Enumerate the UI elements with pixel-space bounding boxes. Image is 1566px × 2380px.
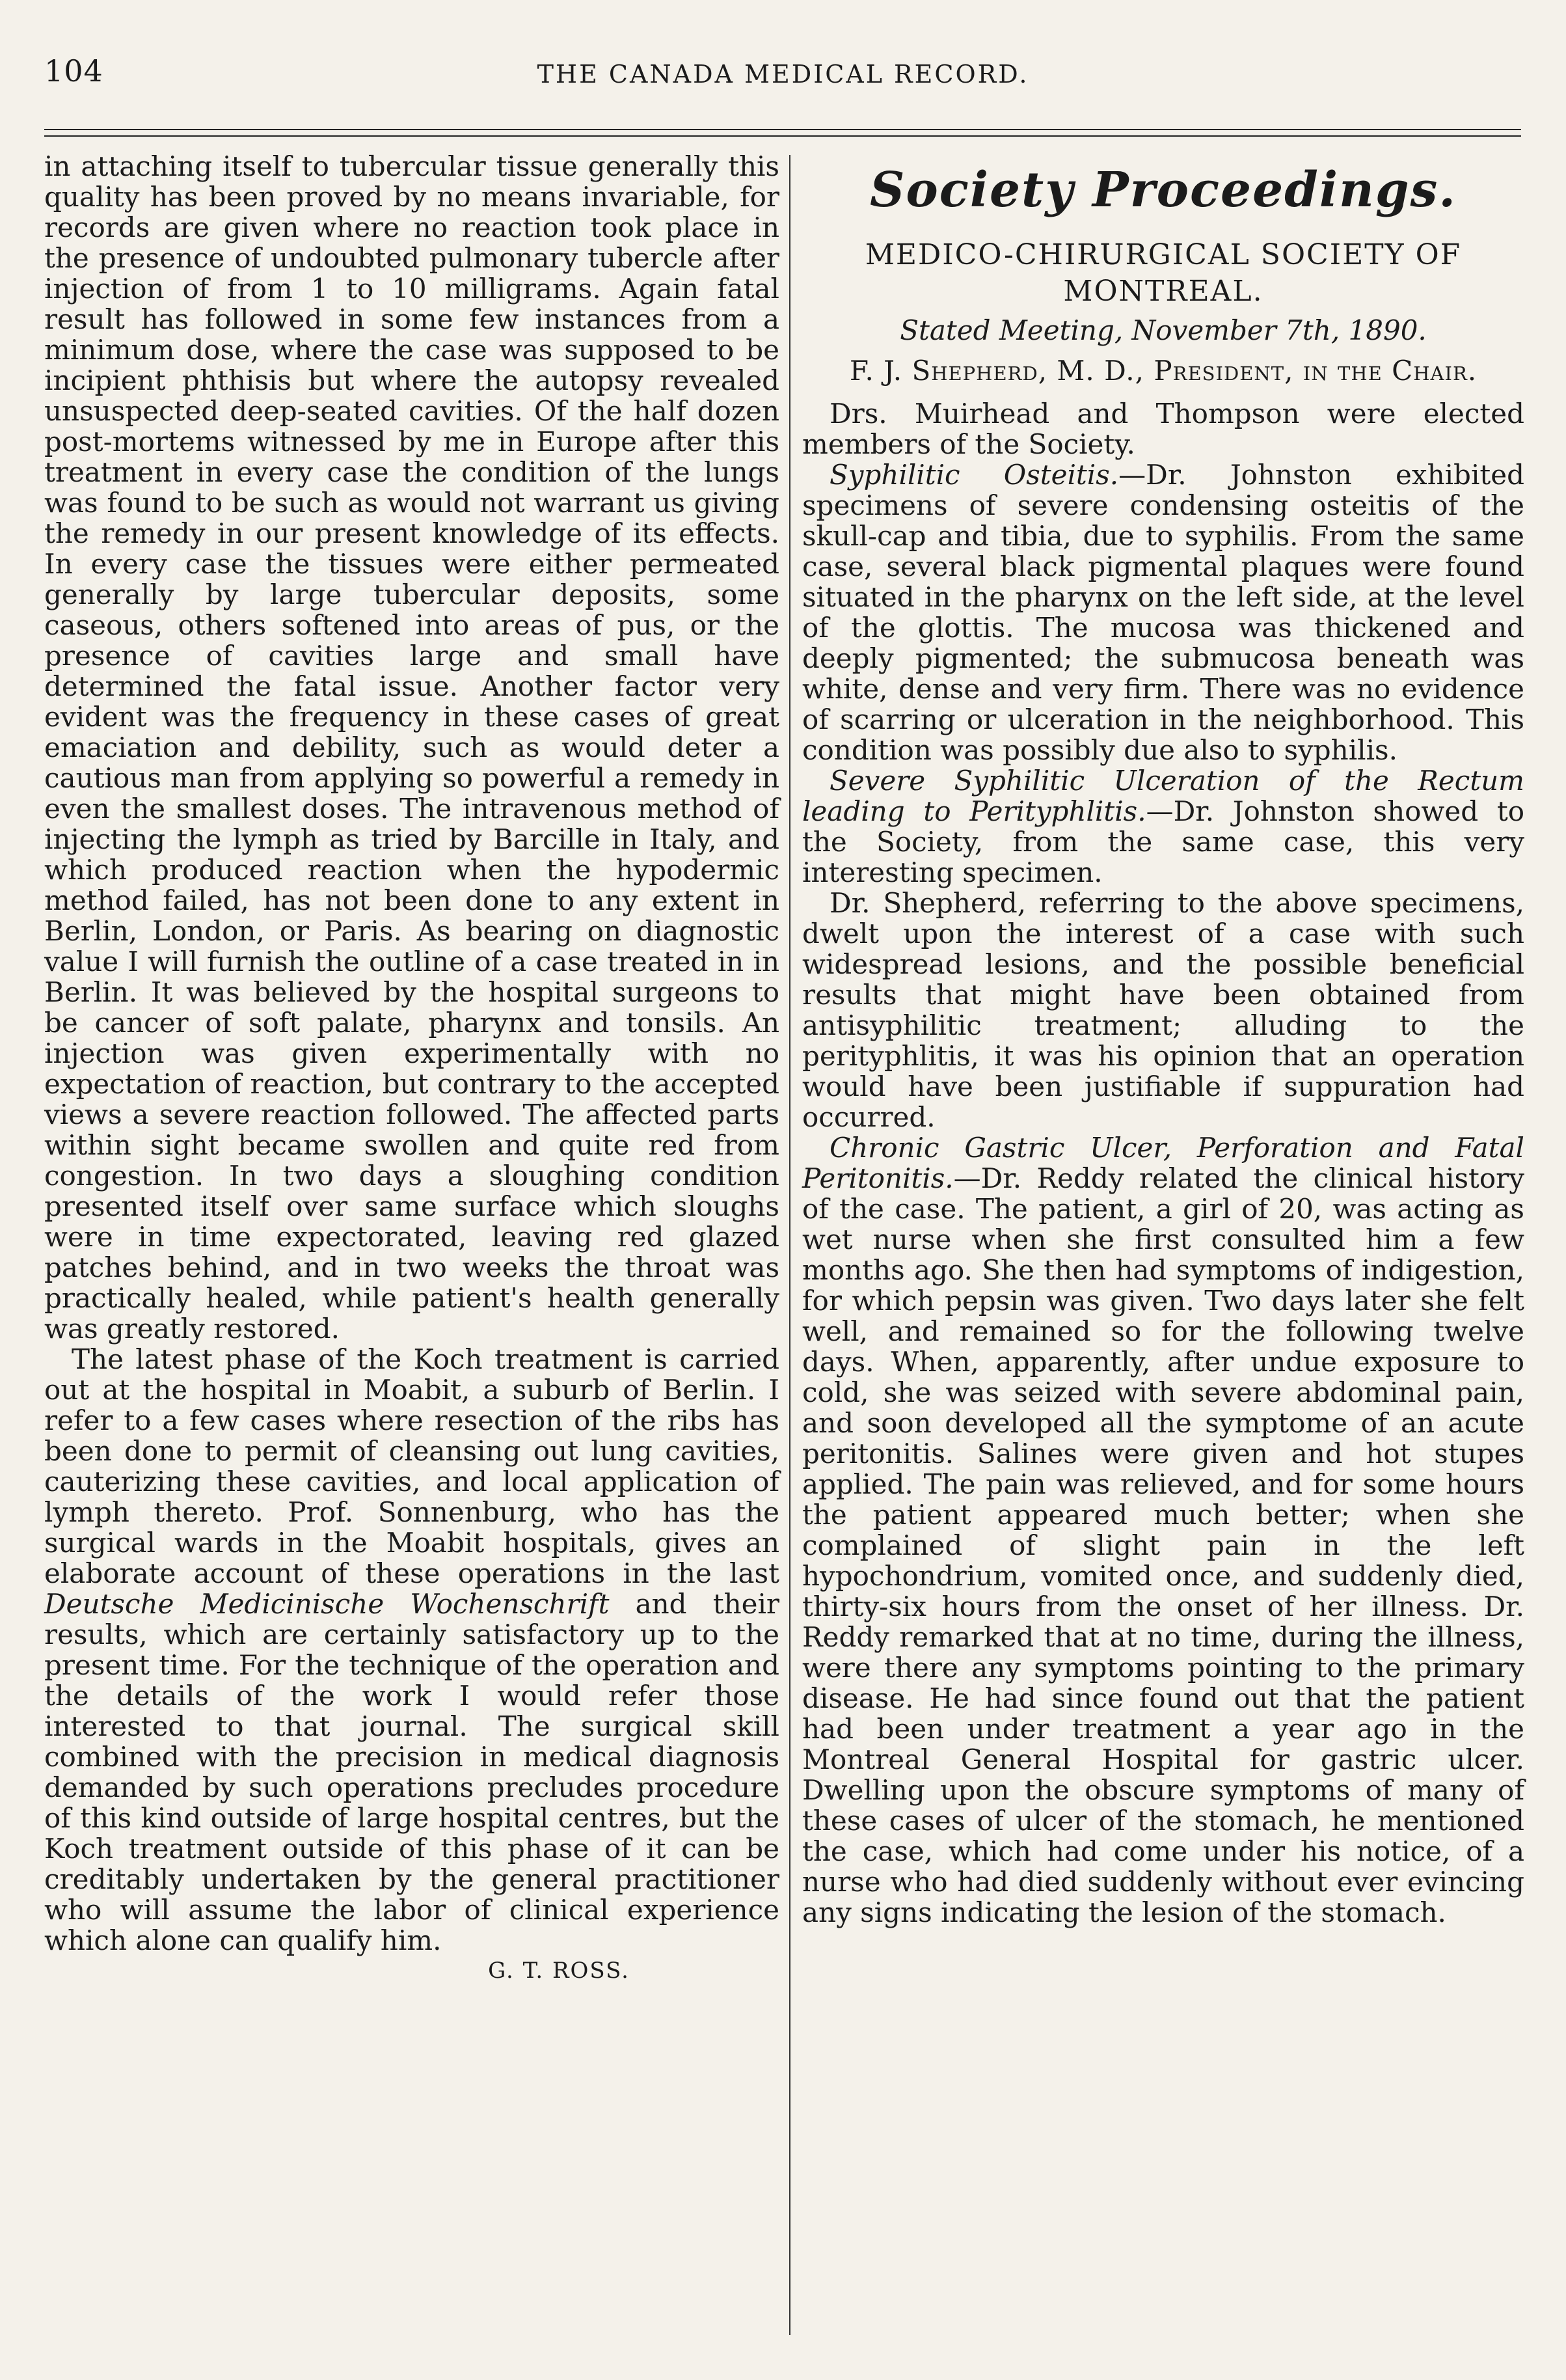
journal-title: THE CANADA MEDICAL RECORD.	[537, 60, 1029, 89]
osteitis-body: —Dr. Johnston exhibited specimens of severe condensing osteitis of the skull-cap and tibia, due to syphilis. From the same case, several black pigmental plaques were found situated in the pharynx on the left side, at the level of the glottis. The mucosa was thickened and deeply pigmented; the submucosa beneath was white, dense and very firm. There was no evidence of scarring or ulceration in the neighborhood. This condition was possibly due also to syphilis.	[802, 459, 1524, 766]
column-divider	[789, 155, 790, 2335]
paragraph-koch-results: in attaching itself to tubercular tissue generally this quality has been proved by no means invariable, for records are given where no reaction took place in the presence of undoubted pulmonary tubercle after injection of from 1 to 10 milligrams. Again fatal result has followed in some few instances from a minimum dose, where the case was supposed to be incipient phthisis but where the autopsy revealed unsuspected deep-seated cavities. Of the half dozen post-mortems witnessed by me in Europe after this treatment in every case the condition of the lungs was found to be such as would not warrant us giving the remedy in our present knowledge of its effects. In every case the tissues were either permeated generally by large tubercular deposits, some caseous, others softened into areas of pus, or the presence of cavities large and small have determined the fatal issue. Another factor very evident was the frequency in these cases of great emaciation and debility, such as would deter a cautious man from applying so powerful a remedy in even the smallest doses. The intravenous method of injecting the lymph as tried by Barcille in Italy, and which produced reaction when the hypodermic method failed, has not been done to any extent in Berlin, London, or Paris. As bearing on diagnostic value I will furnish the outline of a case treated in in Berlin. It was believed by the hospital surgeons to be cancer of soft palate, pharynx and tonsils. An injection was given experimentally with no expectation of reaction, but contrary to the accepted views a severe reaction followed. The affected parts within sight became swollen and quite red from congestion. In two days a sloughing condition presented itself over same surface which sloughs were in time expectorated, leaving red glazed patches behind, and in two weeks the throat was practically healed, while patient's health generally was greatly restored.	[44, 150, 779, 1345]
osteitis-heading: Syphilitic Osteitis.	[830, 459, 1119, 491]
gastric-ulcer-heading: Chronic Gastric Ulcer, Perforation and Fatal Peritonitis.	[802, 1132, 1524, 1194]
paragraph-moabit	[44, 1344, 779, 1956]
society-name: MEDICO-CHIRURGICAL SOCIETY OF MONTREAL.	[865, 238, 1462, 308]
author-signature: G. T. ROSS.	[488, 1958, 630, 1984]
right-column	[802, 151, 1524, 1928]
paragraph-rectum	[802, 765, 1524, 888]
rectum-body: —Dr. Johnston showed to the Society, from the same case, this very interesting specimen.	[802, 795, 1524, 888]
header-rule-top	[44, 129, 1521, 130]
paragraph-gastric-ulcer	[802, 1132, 1524, 1928]
left-column	[44, 151, 779, 1986]
paragraph-moabit-text: The latest phase of the Koch treatment is carried out at the hospital in Moabit, a suburb of Berlin. I refer to a few cases where resection of the ribs has been done to permit of cleansing out lung cavities, cauterizing these cavities, and local application of lymph thereto. Prof. Sonnenburg, who has the surgical wards in the Moabit hospitals, gives an elaborate account of these operations in the last	[44, 1343, 779, 1589]
rectum-heading: Severe Syphilitic Ulceration of the Rectum leading to Perityphlitis.	[802, 765, 1524, 827]
section-title: Society Proceedings.	[869, 162, 1457, 218]
gastric-ulcer-body: —Dr. Reddy related the clinical history of the case. The patient, a girl of 20, was acting as wet nurse when she first consulted him a few months ago. She then had symptoms of indigestion, for which pepsin was given. Two days later she felt well, and remained so for the following twelve days. When, apparently, after undue exposure to cold, she was seized with severe abdominal pain, and soon developed all the symptome of an acute peritonitis. Salines were given and hot stupes applied. The pain was relieved, and for some hours the patient appeared much better; when she complained of slight pain in the left hypochondrium, vomited once, and suddenly died, thirty-six hours from the onset of her illness. Dr. Reddy remarked that at no time, during the illness, were there any symptoms pointing to the primary disease. He had since found out that the patient had been under treatment a year ago in the Montreal General Hospital for gastric ulcer. Dwelling upon the obscure symptoms of many of these cases of ulcer of the stomach, he mentioned the case, which had come under his notice, of a nurse who had died suddenly without ever evincing any signs indicating the lesion of the stomach.	[802, 1162, 1524, 1928]
paragraph-members: Drs. Muirhead and Thompson were elected members of the Society.	[802, 398, 1524, 460]
journal-reference: Deutsche Medicinische Wochenschrift	[44, 1588, 610, 1620]
paragraph-osteitis	[802, 459, 1524, 765]
paragraph-shepherd: Dr. Shepherd, referring to the above specimens, dwelt upon the interest of a case with such widespread lesions, and the possible beneficial results that might have been obtained from antisyphilitic treatment; alluding to the perityphlitis, it was his opinion that an operation would have been justifiable if suppuration had occurred.	[802, 887, 1524, 1133]
header-rule-bottom	[44, 135, 1521, 137]
meeting-line: Stated Meeting, November 7th, 1890.	[900, 314, 1427, 346]
chair-line: F. J. Shepherd, M. D., President, in the Chair.	[849, 355, 1478, 387]
paragraph-moabit-tail: and their results, which are certainly satisfactory up to the present time. For the technique of the operation and the details of the work I would refer those interested to that journal. The surgical skill combined with the precision in medical diagnosis demanded by such operations precludes procedure of this kind outside of large hospital centres, but the Koch treatment outside of this phase of it can be creditably undertaken by the general practitioner who will assume the labor of clinical experience which alone can qualify him.	[44, 1588, 779, 1956]
page-number: 104	[44, 53, 103, 89]
